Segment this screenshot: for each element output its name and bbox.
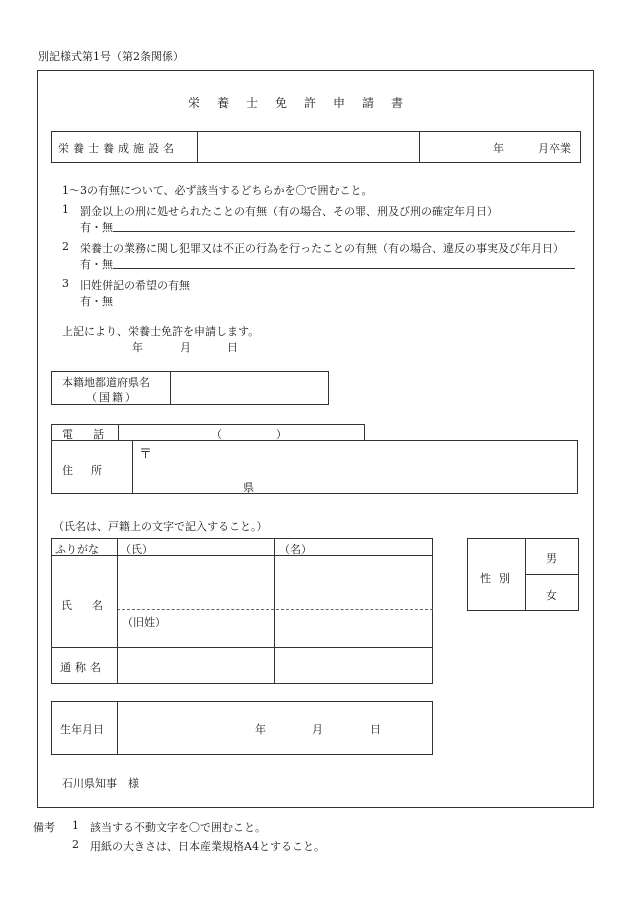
question-2-num: 2 [62, 240, 69, 253]
note-1-text: 該当する不動文字を〇で囲むこと。 [90, 821, 266, 834]
form-title: 栄養士免許申請書 [188, 96, 421, 110]
instructions: 1〜3の有無について、必ず該当するどちらかを〇で囲むこと。 [62, 184, 373, 197]
given-name-header: （名） [279, 543, 312, 556]
birth-day: 日 [370, 723, 381, 736]
common-name-field[interactable] [118, 648, 432, 683]
question-1-line [113, 231, 575, 232]
birth-date-field[interactable] [118, 702, 432, 754]
furigana-label: ふりがな [55, 543, 99, 556]
graduation-year-label: 年 [493, 142, 504, 155]
question-3-num: 3 [62, 277, 69, 290]
address-label: 住所 [62, 464, 120, 477]
question-1-text: 罰金以上の刑に処せられたことの有無（有の場合、その罪、刑及び刑の確定年月日） [80, 205, 498, 218]
phone-paren-open: （ [211, 428, 222, 441]
domicile-field[interactable] [171, 372, 328, 404]
prefecture-suffix: 県 [243, 481, 254, 494]
application-month: 月 [180, 341, 191, 354]
school-name-field[interactable] [198, 132, 418, 162]
gender-female[interactable]: 女 [546, 589, 557, 602]
phone-paren-close: ） [276, 428, 287, 441]
school-label: 栄養士養成施設名 [58, 142, 178, 155]
birth-month: 月 [312, 723, 323, 736]
note-1-num: 1 [72, 819, 79, 832]
question-2-choice[interactable]: 有・無 [80, 258, 113, 271]
graduation-month-label: 月卒業 [538, 142, 571, 155]
phone-label: 電話 [62, 428, 124, 441]
question-2-text: 栄養士の業務に関し犯罪又は不正の行為を行ったことの有無（有の場合、違反の事実及び年月日） [80, 242, 564, 255]
maiden-name-label: （旧姓） [122, 616, 166, 629]
application-day: 日 [227, 341, 238, 354]
question-3-text: 旧姓併記の希望の有無 [80, 279, 190, 292]
phone-field[interactable] [119, 425, 364, 440]
address-field[interactable] [133, 441, 577, 493]
question-3-choice[interactable]: 有・無 [80, 295, 113, 308]
question-1-choice[interactable]: 有・無 [80, 221, 113, 234]
declaration: 上記により、栄養士免許を申請します。 [62, 325, 260, 338]
birth-label: 生年月日 [60, 723, 104, 736]
birth-year: 年 [255, 723, 266, 736]
notes-label: 備考 [33, 821, 55, 834]
form-label: 別記様式第1号（第2条関係） [38, 50, 184, 63]
postal-mark: 〒 [139, 447, 153, 462]
given-name-field[interactable] [275, 556, 432, 608]
domicile-label: 本籍地都道府県名 [62, 376, 150, 389]
common-name-label: 通称名 [60, 661, 105, 674]
question-1-num: 1 [62, 203, 69, 216]
name-note: （氏名は、戸籍上の文字で記入すること。） [53, 520, 268, 533]
name-label: 氏名 [61, 599, 123, 612]
surname-field[interactable] [118, 556, 273, 608]
note-2-num: 2 [72, 838, 79, 851]
nationality-label: （国籍） [86, 391, 138, 404]
gender-male[interactable]: 男 [546, 552, 557, 565]
application-year: 年 [132, 341, 143, 354]
surname-header: （氏） [120, 543, 153, 556]
question-2-line [113, 268, 575, 269]
addressee: 石川県知事 様 [62, 777, 139, 790]
gender-label: 性別 [480, 572, 518, 585]
note-2-text: 用紙の大きさは、日本産業規格A4とすること。 [90, 840, 325, 853]
